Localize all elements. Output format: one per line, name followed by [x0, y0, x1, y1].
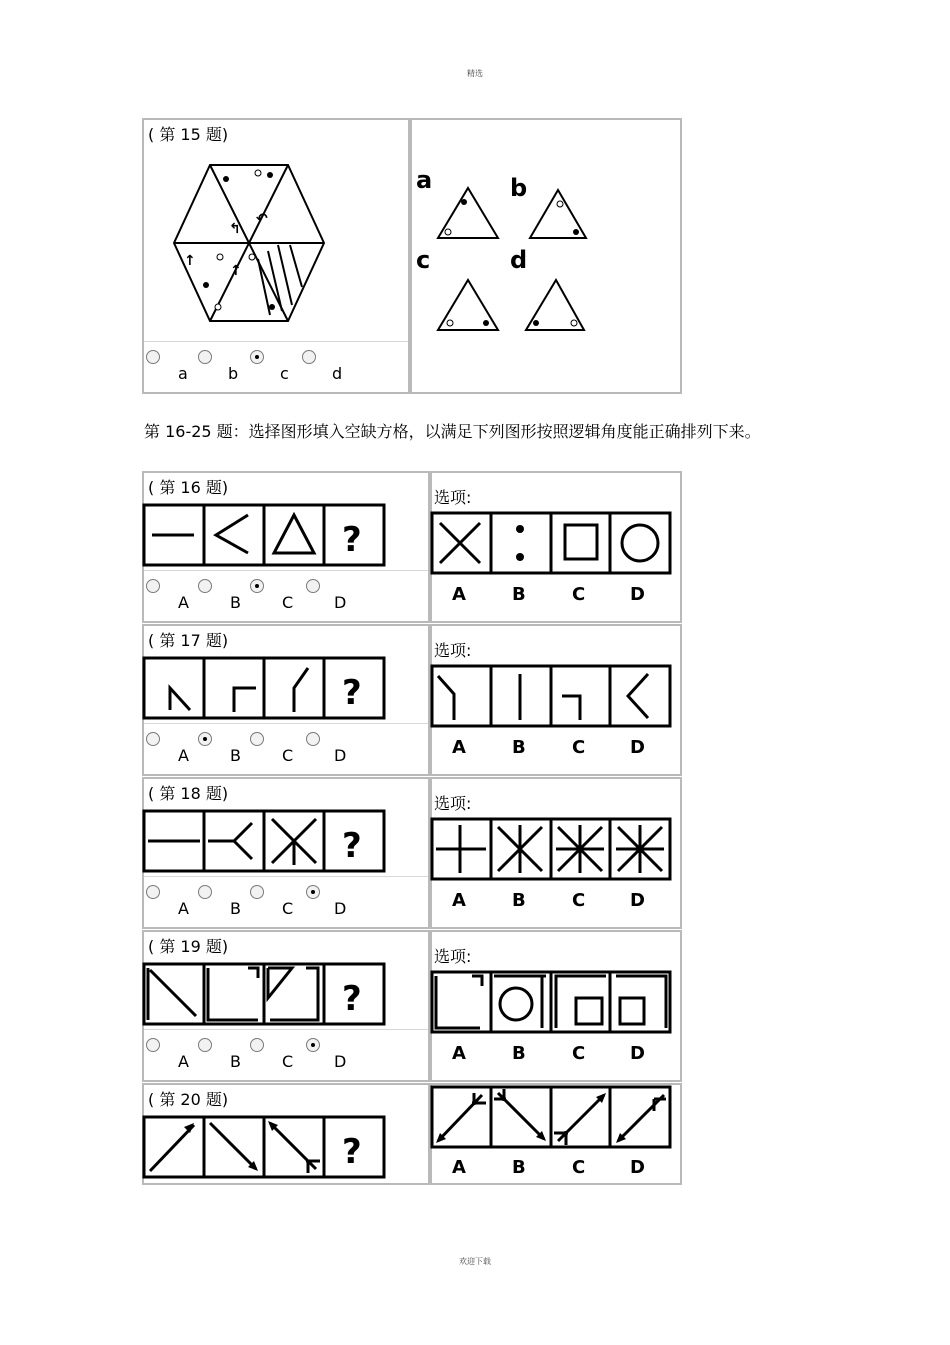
q16-radio-d[interactable]	[306, 579, 320, 593]
q18-options-cell	[430, 777, 682, 929]
q15-radio-label: b	[228, 364, 239, 383]
q16-radio-label: A	[178, 593, 189, 612]
q19-radio-label: C	[282, 1052, 294, 1071]
q19-sequence	[144, 964, 384, 1026]
q17-radio-label: B	[230, 746, 241, 765]
q18-option-b: B	[512, 890, 526, 911]
q15-radio-d[interactable]	[302, 350, 316, 364]
q15-radio-label: a	[178, 364, 188, 383]
q18-label: ( 第 18 题)	[148, 784, 229, 803]
q16-answer-row	[144, 570, 428, 621]
q20-label: ( 第 20 题)	[148, 1090, 229, 1109]
q19-radio-d[interactable]	[306, 1038, 320, 1052]
q19-radio-a[interactable]	[146, 1038, 160, 1052]
q18-option-c: C	[572, 890, 586, 911]
q19-option-c: C	[572, 1043, 586, 1064]
svg-text:↑: ↑	[184, 253, 196, 269]
q15-radio-a[interactable]	[146, 350, 160, 364]
q18-radio-label: B	[230, 899, 241, 918]
q19-label: ( 第 19 题)	[148, 937, 229, 956]
q15-question-cell	[142, 118, 410, 394]
q16-options-label: 选项:	[434, 488, 472, 507]
svg-text:↰: ↰	[229, 221, 241, 237]
page-footer: 欢迎下载	[459, 1257, 491, 1266]
q15-choice-a: a	[416, 166, 433, 194]
q15-choice-d: d	[510, 246, 528, 274]
q18-options-label: 选项:	[434, 794, 472, 813]
q20-question-mark: ?	[342, 1132, 362, 1172]
q18-radio-c[interactable]	[250, 885, 264, 899]
q19-question-cell	[142, 930, 430, 1082]
q16-question-cell	[142, 471, 430, 623]
q16-option-d: D	[630, 584, 645, 605]
q17-question-mark: ?	[342, 673, 362, 713]
q17-radio-d[interactable]	[306, 732, 320, 746]
q20-option-d: D	[630, 1157, 645, 1178]
q17-radio-label: C	[282, 746, 294, 765]
q20-option-c: C	[572, 1157, 586, 1178]
q16-option-a: A	[452, 584, 466, 605]
q18-radio-a[interactable]	[146, 885, 160, 899]
q16-label: ( 第 16 题)	[148, 478, 229, 497]
q19-answer-row	[144, 1029, 428, 1080]
q18-options	[432, 819, 672, 914]
q16-options-cell	[430, 471, 682, 623]
q19-question-mark: ?	[342, 979, 362, 1019]
svg-text:↑: ↑	[230, 263, 242, 279]
q16-options	[432, 513, 672, 608]
q19-options	[432, 972, 672, 1067]
q16-radio-label: C	[282, 593, 294, 612]
q18-radio-label: C	[282, 899, 294, 918]
q18-option-a: A	[452, 890, 466, 911]
q16-radio-a[interactable]	[146, 579, 160, 593]
q19-option-b: B	[512, 1043, 526, 1064]
q18-radio-d[interactable]	[306, 885, 320, 899]
q20-option-b: B	[512, 1157, 526, 1178]
q15-triangle-options	[416, 168, 596, 348]
q17-answer-row	[144, 723, 428, 774]
q18-question-mark: ?	[342, 826, 362, 866]
q17-option-c: C	[572, 737, 586, 758]
q17-option-a: A	[452, 737, 466, 758]
q16-question-mark: ?	[342, 520, 362, 560]
q19-options-cell	[430, 930, 682, 1082]
q19-radio-c[interactable]	[250, 1038, 264, 1052]
q19-option-a: A	[452, 1043, 466, 1064]
q20-option-a: A	[452, 1157, 466, 1178]
q18-sequence	[144, 811, 384, 873]
q20-sequence	[144, 1117, 384, 1179]
q19-options-label: 选项:	[434, 947, 472, 966]
q15-hexagon-figure	[174, 165, 374, 335]
q15-radio-b[interactable]	[198, 350, 212, 364]
q17-question-cell	[142, 624, 430, 776]
q20-question-cell	[142, 1083, 430, 1185]
q17-option-b: B	[512, 737, 526, 758]
q17-radio-b[interactable]	[198, 732, 212, 746]
q17-sequence	[144, 658, 384, 720]
q17-radio-label: D	[334, 746, 347, 765]
q19-option-d: D	[630, 1043, 645, 1064]
q17-radio-a[interactable]	[146, 732, 160, 746]
q19-radio-label: D	[334, 1052, 347, 1071]
q15-radio-label: d	[332, 364, 343, 383]
q18-option-d: D	[630, 890, 645, 911]
q18-radio-b[interactable]	[198, 885, 212, 899]
q16-option-c: C	[572, 584, 586, 605]
q20-options	[432, 1087, 672, 1182]
q17-options-label: 选项:	[434, 641, 472, 660]
q16-sequence	[144, 505, 384, 567]
q15-radio-c[interactable]	[250, 350, 264, 364]
q16-radio-c[interactable]	[250, 579, 264, 593]
q17-radio-label: A	[178, 746, 189, 765]
q18-radio-label: D	[334, 899, 347, 918]
q19-radio-b[interactable]	[198, 1038, 212, 1052]
q18-radio-label: A	[178, 899, 189, 918]
q15-choice-c: c	[416, 246, 431, 274]
svg-text:↶: ↶	[256, 211, 268, 227]
q19-radio-label: B	[230, 1052, 241, 1071]
q17-option-d: D	[630, 737, 645, 758]
q17-options-cell	[430, 624, 682, 776]
q16-radio-label: B	[230, 593, 241, 612]
q17-radio-c[interactable]	[250, 732, 264, 746]
q16-radio-label: D	[334, 593, 347, 612]
q17-label: ( 第 17 题)	[148, 631, 229, 650]
q15-answer-row	[144, 341, 408, 392]
instructions: 第 16-25 题：选择图形填入空缺方格，以满足下列图形按照逻辑角度能正确排列下来。	[144, 422, 761, 441]
q15-options-cell	[410, 118, 682, 394]
q20-options-cell	[430, 1083, 682, 1185]
q19-radio-label: A	[178, 1052, 189, 1071]
q18-answer-row	[144, 876, 428, 927]
page-header: 精选	[467, 69, 483, 78]
q15-choice-b: b	[510, 174, 528, 202]
q17-options	[432, 666, 672, 761]
q18-question-cell	[142, 777, 430, 929]
q16-radio-b[interactable]	[198, 579, 212, 593]
q15-radio-label: c	[280, 364, 289, 383]
q16-option-b: B	[512, 584, 526, 605]
q15-label: ( 第 15 题)	[148, 125, 229, 144]
